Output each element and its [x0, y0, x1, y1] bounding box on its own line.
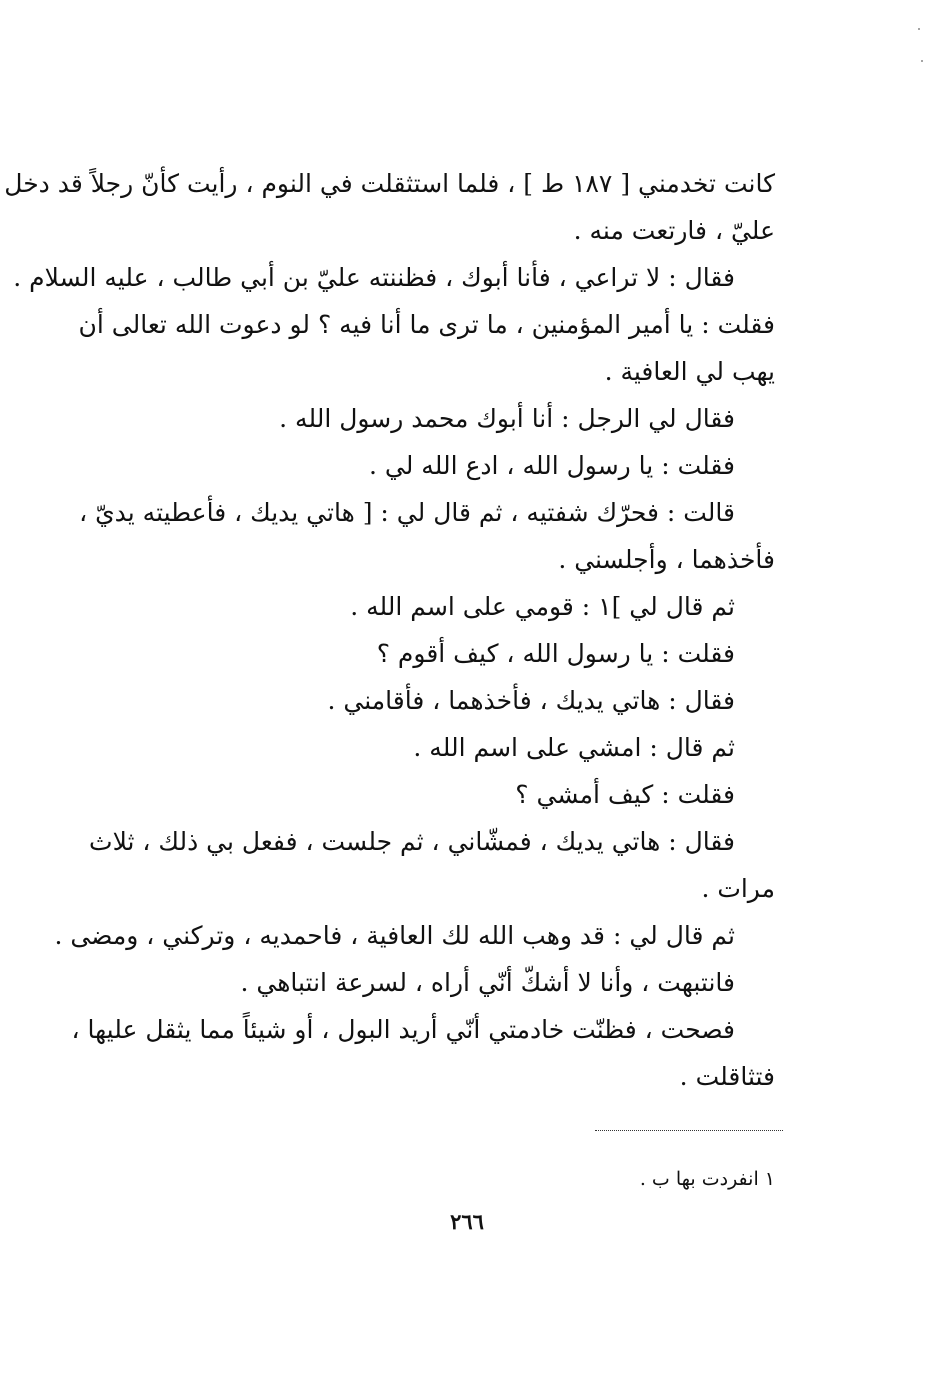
text-line: ثم قال لي ]١ : قومي على اسم الله .	[350, 592, 735, 621]
text-line: فقال لي الرجل : أنا أبوك محمد رسول الله .	[279, 404, 735, 433]
text-line: فقلت : يا أمير المؤمنين ، ما ترى ما أنا فيه ؟ لو دعوت الله تعالى أن	[78, 310, 775, 339]
text-line: يهب لي العافية .	[604, 357, 775, 386]
text-line: عليّ ، فارتعت منه .	[573, 216, 775, 245]
text-line: فقال : هاتي يديك ، فمشّاني ، ثم جلست ، ففعل بي ذلك ، ثلاث	[89, 827, 735, 856]
text-line: فأخذهما ، وأجلسني .	[558, 545, 775, 574]
text-line: فصحت ، فظنّت خادمتي أنّي أريد البول ، أو شيئاً مما يثقل عليها ،	[71, 1015, 735, 1044]
scan-speck	[918, 28, 920, 30]
text-line: قالت : فحرّك شفتيه ، ثم قال لي : [ هاتي يديك ، فأعطيته يديّ ،	[79, 498, 735, 527]
text-line: مرات .	[701, 874, 775, 903]
main-text	[4, 160, 775, 1100]
text-line: فانتبهت ، وأنا لا أشكّ أنّي أراه ، لسرعة انتباهي .	[240, 968, 735, 997]
text-line: ثم قال : امشي على اسم الله .	[413, 733, 735, 762]
page-number: ٢٦٦	[450, 1209, 484, 1234]
text-line: فقال : هاتي يديك ، فأخذهما ، فأقامني .	[327, 686, 735, 715]
footnote: ١ انفردت بها ب .	[639, 1168, 775, 1190]
text-line: فتثاقلت .	[679, 1062, 775, 1091]
text-line: فقلت : كيف أمشي ؟	[515, 780, 735, 809]
text-line: كانت تخدمني [ ١٨٧ ط ] ، فلما استثقلت في النوم ، رأيت كأنّ رجلاً قد دخل	[4, 169, 775, 198]
text-line: فقلت : يا رسول الله ، ادع الله لي .	[369, 451, 735, 480]
scan-speck	[921, 60, 923, 62]
text-line: فقلت : يا رسول الله ، كيف أقوم ؟	[376, 639, 735, 668]
text-line: فقال : لا تراعي ، فأنا أبوك ، فظننته عليّ بن أبي طالب ، عليه السلام .	[13, 263, 735, 292]
text-line: ثم قال لي : قد وهب الله لك العافية ، فاحمديه ، وتركني ، ومضى .	[54, 921, 735, 950]
footnote-separator	[595, 1130, 783, 1131]
